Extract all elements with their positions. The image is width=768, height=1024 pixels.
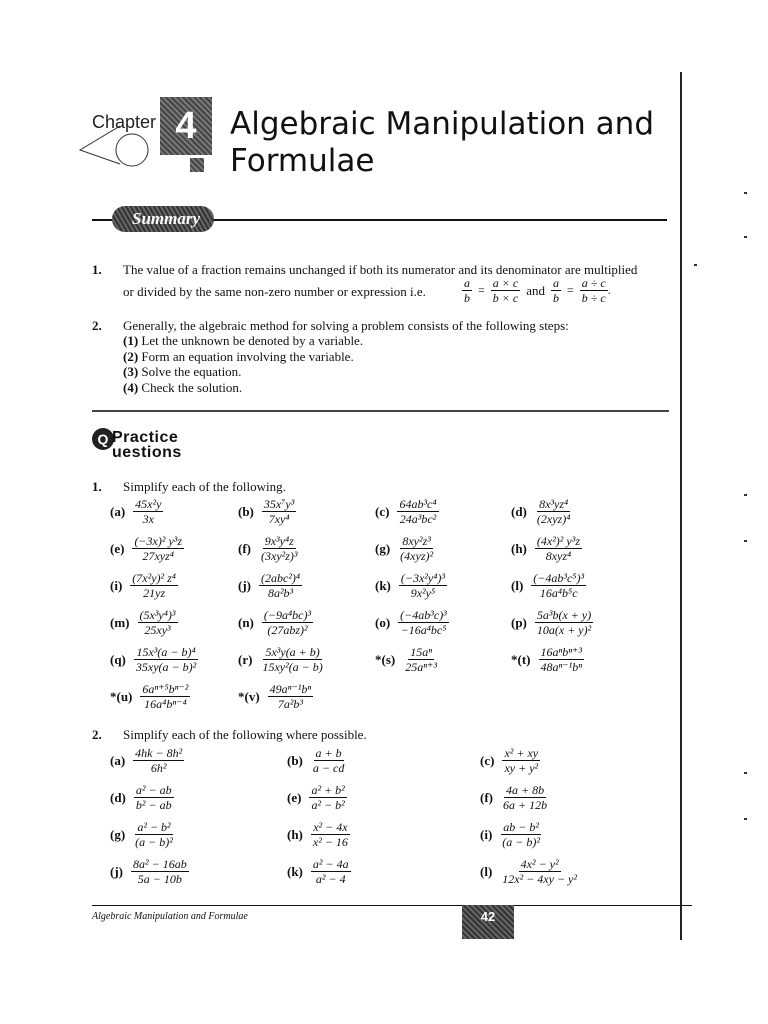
question-item-label: (e) <box>110 540 125 556</box>
question-item-label: *(s) <box>375 651 396 667</box>
question-1-text: Simplify each of the following. <box>123 479 286 494</box>
question-item <box>480 857 579 886</box>
question-item-label: *(t) <box>511 651 531 667</box>
chapter-title-line2: Formulae <box>230 143 375 179</box>
question-item-label: (d) <box>110 789 126 805</box>
question-item <box>287 857 351 886</box>
question-item-label: (p) <box>511 614 527 630</box>
question-item-label: (d) <box>511 503 527 519</box>
question-item-label: (a) <box>110 503 126 519</box>
question-item-fraction: $\frac{\text{(−4ab³c⁵)³}}{\text{16a⁴b⁵c}}$ <box>533 571 585 600</box>
question-item-fraction: $\frac{4a + 8b}{6a + 12b}$ <box>503 783 548 812</box>
question-item-fraction: $\frac{\text{5x³y(a + b)}}{\text{15xy²(a − b)}}$ <box>262 645 323 674</box>
question-item <box>287 746 346 775</box>
chapter-title <box>230 106 654 180</box>
question-item <box>511 534 582 563</box>
question-item-label: (l) <box>480 863 493 879</box>
eq1-right-fraction: $\frac{a \times c}{b \times c}$ <box>492 276 519 305</box>
question-item <box>110 497 163 526</box>
summary-item-2-number: 2. <box>92 318 102 333</box>
question-item <box>110 682 190 711</box>
scan-speck <box>744 772 747 774</box>
scan-speck <box>744 818 747 820</box>
question-item-label: (j) <box>238 577 251 593</box>
scan-speck <box>694 264 697 266</box>
question-item-label: (k) <box>287 863 303 879</box>
question-item-fraction: $\frac{\text{(−9a⁴bc)³}}{\text{(27abz)²}}$ <box>263 608 312 637</box>
question-item-fraction: $\frac{\text{a² − ab}}{\text{b² − ab}}$ <box>135 783 172 812</box>
question-2-number: 2. <box>92 727 102 742</box>
scan-speck <box>744 494 747 496</box>
question-item <box>238 682 313 711</box>
question-item-fraction: $\frac{\text{9x³y⁴z}}{\text{(3xy²z)³}}$ <box>261 534 298 563</box>
question-item-fraction: $\frac{\text{6aⁿ⁺⁵bⁿ⁻²}}{\text{16a⁴bⁿ⁻⁴}}$ <box>142 682 189 711</box>
question-item-label: (o) <box>375 614 391 630</box>
question-item-fraction: $\frac{\text{15x³(a − b)⁴}}{\text{35xy(a − b)²}}$ <box>135 645 197 674</box>
practice-line1: Practice <box>112 429 179 446</box>
footer-rule <box>92 905 692 906</box>
question-item-fraction: $\frac{\text{4hk − 8h²}}{\text{6h²}}$ <box>135 746 183 775</box>
question-item-label: (c) <box>480 752 495 768</box>
chapter-title-line1: Algebraic Manipulation and <box>230 106 654 142</box>
question-item <box>375 608 449 637</box>
chapter-label: Chapter <box>92 112 157 132</box>
question-item-fraction: $\frac{a + b}{a - cd}$ <box>312 746 345 775</box>
question-item-fraction: $\frac{\text{(5x³y⁴)³}}{\text{25xy³}}$ <box>139 608 176 637</box>
question-item-label: (i) <box>110 577 123 593</box>
question-item-label: (q) <box>110 651 126 667</box>
question-item-label: (i) <box>480 826 493 842</box>
summary-item-1-text: or divided by the same non-zero number or expression i.e. <box>123 284 426 299</box>
question-item-label: (j) <box>110 863 123 879</box>
question-item-fraction: $\frac{\text{a² + b²}}{\text{a² − b²}}$ <box>311 783 345 812</box>
chapter-small-square <box>190 158 204 172</box>
summary-and: and <box>526 282 545 298</box>
summary-step: (3) Solve the equation. <box>123 364 242 379</box>
question-item <box>480 783 549 812</box>
eq2-left-fraction: $\frac{a}{b}$ <box>553 276 559 305</box>
summary-equation-1: $\frac{a}{b}$ = $\frac{a \times c}{b \times c}$ and $\frac{a}{b}$ = $\frac{a \div c}{b \div c}$ . <box>464 276 611 305</box>
question-item <box>287 783 347 812</box>
question-item-fraction: $\frac{\text{a² − b²}}{\text{(a − b)²}}$ <box>135 820 173 849</box>
question-item <box>238 571 302 600</box>
question-item <box>110 608 178 637</box>
question-item <box>238 534 300 563</box>
scan-speck <box>744 540 747 542</box>
question-item-label: (f) <box>480 789 493 805</box>
question-item-fraction: $\frac{\text{(−3x²y⁴)³}}{\text{9x²y⁵}}$ <box>400 571 445 600</box>
question-item-fraction: $\frac{\text{8x³yz⁴}}{\text{(2xyz)⁴}}$ <box>536 497 571 526</box>
summary-item-2-text: Generally, the algebraic method for solving a problem consists of the following steps: <box>123 318 569 333</box>
summary-item-1-line2 <box>123 284 426 300</box>
question-item-label: *(u) <box>110 688 133 704</box>
question-item-fraction: $\frac{\text{15aⁿ}}{\text{25aⁿ⁺³}}$ <box>405 645 437 674</box>
question-item-fraction: $\frac{\text{16aⁿbⁿ⁺³}}{\text{48aⁿ⁻¹bⁿ}}$ <box>540 645 582 674</box>
practice-questions-icon: Q <box>92 428 114 450</box>
question-item-fraction: $\frac{\text{8xy²z³}}{\text{(4xyz)²}}$ <box>400 534 434 563</box>
practice-questions-badge <box>112 430 182 460</box>
question-item-label: (h) <box>287 826 303 842</box>
summary-step: (2) Form an equation involving the variable. <box>123 348 354 364</box>
question-item <box>511 645 584 674</box>
question-item <box>110 857 189 886</box>
question-item-label: (b) <box>287 752 303 768</box>
question-item <box>110 820 175 849</box>
scan-speck <box>744 192 747 194</box>
chapter-number: 4 <box>175 105 197 147</box>
question-item-fraction: $\frac{\text{8a² − 16ab}}{5a - 10b}$ <box>133 857 187 886</box>
practice-line2: uestions <box>112 444 182 461</box>
question-item-label: (n) <box>238 614 254 630</box>
question-item-fraction: $\frac{\text{5a³b(x + y)}}{\text{10a(x + y)²}}$ <box>536 608 592 637</box>
question-item <box>511 608 593 637</box>
scan-speck <box>744 236 747 238</box>
question-item <box>287 820 350 849</box>
question-item <box>238 497 296 526</box>
question-2-text: Simplify each of the following where possible. <box>123 727 367 742</box>
question-item-fraction: $\frac{\text{x² − 4x}}{\text{x² − 16}}$ <box>312 820 348 849</box>
summary-item-1-line1: The value of a fraction remains unchanged if both its numerator and its denominator are multiplied <box>123 262 638 277</box>
question-item-label: (e) <box>287 789 302 805</box>
question-item-fraction: $\frac{\text{35x⁷y³}}{\text{7xy⁴}}$ <box>263 497 295 526</box>
eq1-left-fraction: $\frac{a}{b}$ <box>464 276 470 305</box>
summary-badge-text: Summary <box>131 209 201 228</box>
question-item <box>480 746 540 775</box>
question-item <box>375 497 439 526</box>
question-item <box>511 497 572 526</box>
question-item-label: (a) <box>110 752 126 768</box>
question-item-label: (k) <box>375 577 391 593</box>
question-item-fraction: $\frac{\text{(4x²)² y³z}}{\text{8xyz⁴}}$ <box>536 534 580 563</box>
question-item <box>110 746 184 775</box>
question-item <box>110 783 174 812</box>
question-item-fraction: $\frac{\text{(2abc²)⁴}}{\text{8a²b³}}$ <box>261 571 301 600</box>
footer-title: Algebraic Manipulation and Formulae <box>92 911 248 922</box>
question-item <box>375 645 439 674</box>
question-item-label: (g) <box>375 540 391 556</box>
question-item-label: *(v) <box>238 688 260 704</box>
question-item <box>375 534 435 563</box>
question-item-label: (r) <box>238 651 253 667</box>
question-item <box>511 571 586 600</box>
question-item-label: (f) <box>238 540 251 556</box>
right-margin-rule <box>680 72 682 940</box>
question-item-label: (m) <box>110 614 130 630</box>
question-item-fraction: $\frac{\text{(7x²y)² z⁴}}{21yz}$ <box>132 571 176 600</box>
page-number: 42 <box>480 909 496 924</box>
section-separator <box>92 410 669 412</box>
question-1-number: 1. <box>92 479 102 494</box>
question-item-label: (l) <box>511 577 524 593</box>
question-item-label: (h) <box>511 540 527 556</box>
question-item-fraction: $\frac{\text{x² + xy}}{\text{xy + y²}}$ <box>504 746 539 775</box>
question-item <box>375 571 447 600</box>
question-item-label: (g) <box>110 826 126 842</box>
eq2-right-fraction: $\frac{a \div c}{b \div c}$ <box>581 276 606 305</box>
question-item <box>480 820 542 849</box>
question-item-fraction: $\frac{\text{4x² − y²}}{\text{12x² − 4xy − y²}}$ <box>502 857 577 886</box>
question-item <box>110 534 184 563</box>
question-item-fraction: $\frac{\text{(−3x)² y³z}}{\text{27xyz⁴}}$ <box>134 534 183 563</box>
question-item-fraction: $\frac{\text{49aⁿ⁻¹bⁿ}}{\text{7a²b³}}$ <box>269 682 312 711</box>
summary-step: (4) Check the solution. <box>123 379 243 395</box>
question-item-fraction: $\frac{\text{ab − b²}}{\text{(a − b)²}}$ <box>502 820 540 849</box>
summary-step: (1) Let the unknown be denoted by a variable. <box>123 333 364 348</box>
question-item-fraction: $\frac{\text{45x²y}}{3x}$ <box>135 497 162 526</box>
question-item <box>238 608 313 637</box>
question-item-fraction: $\frac{\text{(−4ab³c)³}}{\text{−16a⁴bc⁵}}$ <box>400 608 447 637</box>
question-item-label: (b) <box>238 503 254 519</box>
question-item <box>110 645 198 674</box>
question-item <box>110 571 178 600</box>
question-item-fraction: $\frac{\text{a² − 4a}}{\text{a² − 4}}$ <box>312 857 349 886</box>
question-item-fraction: $\frac{\text{64ab³c⁴}}{\text{24a³bc²}}$ <box>399 497 437 526</box>
summary-item-1-number: 1. <box>92 262 102 277</box>
question-item-label: (c) <box>375 503 390 519</box>
question-item <box>238 645 325 674</box>
